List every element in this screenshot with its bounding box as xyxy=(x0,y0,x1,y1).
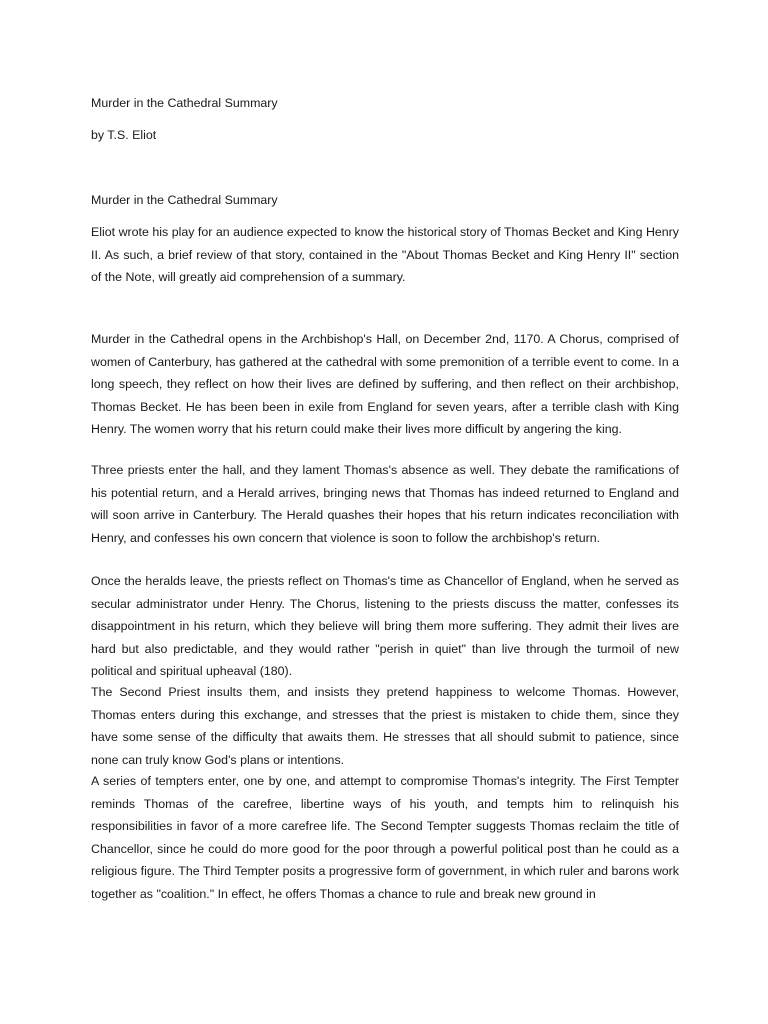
paragraph-priests: Three priests enter the hall, and they lament Thomas's absence as well. They debate the ramifications of his potential return, and a Herald arrives, bringing news that Thomas has indeed returned to England and will soon arrive in Canterbury. The Herald quashes their hopes that his return indicates reconciliation with Henry, and confesses his own concern that violence is soon to follow the archbishop's return. xyxy=(91,463,679,545)
paragraph-chancellor: Once the heralds leave, the priests reflect on Thomas's time as Chancellor of England, when he served as secular administrator under Henry. The Chorus, listening to the priests discuss the matter, confesses its disappointment in his return, which they believe will bring them more suffering. They admit their lives are hard but also predictable, and they would rather "perish in quiet" than live through the turmoil of new political and spiritual upheaval (180). xyxy=(91,574,679,679)
author-byline: by T.S. Eliot xyxy=(91,128,157,142)
paragraph-second-priest: The Second Priest insults them, and insists they pretend happiness to welcome Thomas. However, Thomas enters during this exchange, and stresses that the priest is mistaken to chide them, since they have some sense of the difficulty that awaits them. He stresses that all should submit to patience, since none can truly know God's plans or intentions. xyxy=(91,685,679,767)
paragraph-tempters: A series of tempters enter, one by one, and attempt to compromise Thomas's integrity. The First Tempter reminds Thomas of the carefree, libertine ways of his youth, and tempts him to relinquish his responsibilities in favor of a more carefree life. The Second Tempter suggests Thomas reclaim the title of Chancellor, since he could do more good for the poor through a powerful political post than he could as a religious figure. The Third Tempter posits a progressive form of government, in which ruler and barons work together as "coalition." In effect, he offers Thomas a chance to rule and break new ground in xyxy=(91,774,679,901)
paragraph-opening: Murder in the Cathedral opens in the Archbishop's Hall, on December 2nd, 1170. A Chorus, comprised of women of Canterbury, has gathered at the cathedral with some premonition of a terrible event to come. In a long speech, they reflect on how their lives are defined by suffering, and then reflect on their archbishop, Thomas Becket. He has been been in exile from England for seven years, after a terrible clash with King Henry. The women worry that his return could make their lives more difficult by angering the king. xyxy=(91,332,679,437)
document-title: Murder in the Cathedral Summary xyxy=(91,96,278,110)
paragraph-intro: Eliot wrote his play for an audience expected to know the historical story of Thomas Becket and King Henry II. As such, a brief review of that story, contained in the "About Thomas Becket and King Henry II" section of the Note, will greatly aid comprehension of a summary. xyxy=(91,225,679,285)
section-heading: Murder in the Cathedral Summary xyxy=(91,193,278,207)
